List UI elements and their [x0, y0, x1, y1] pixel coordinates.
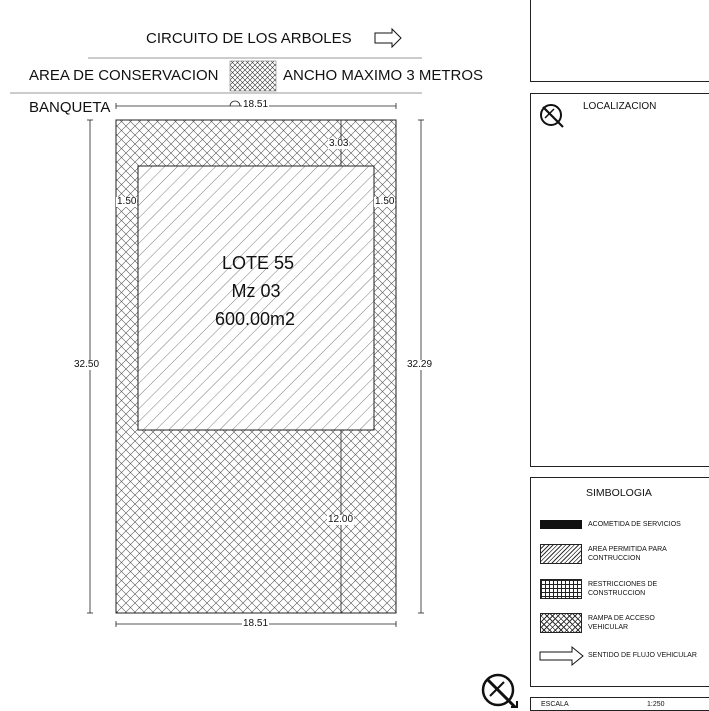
scale-value: 1:250 — [647, 701, 665, 708]
right-depth-label: 32.29 — [407, 359, 433, 370]
legend-item-4-line2: VEHICULAR — [588, 624, 629, 631]
lot-name: LOTE 55 — [221, 253, 295, 273]
rear-setback-label: 12.00 — [328, 514, 354, 525]
left-depth-label: 32.50 — [74, 359, 100, 370]
top-width-label: 18.51 — [243, 99, 269, 110]
north-arrow-icon — [537, 101, 567, 131]
title-block-panel — [530, 0, 709, 82]
ramp-swatch — [540, 613, 582, 633]
north-arrow-icon — [483, 675, 517, 707]
front-setback-label: 3.03 — [329, 138, 349, 149]
right-setback-label: 1.50 — [375, 196, 395, 207]
legend-item-4-line1: RAMPA DE ACCESO — [588, 615, 655, 622]
lot-area: 600.00m2 — [214, 309, 296, 329]
sidewalk-label: BANQUETA — [29, 99, 111, 116]
legend-item-1: ACOMETIDA DE SERVICIOS — [588, 521, 681, 528]
location-title: LOCALIZACION — [583, 101, 657, 112]
street-label: CIRCUITO DE LOS ARBOLES — [146, 30, 352, 47]
conservation-swatch — [230, 61, 276, 91]
max-width-label: ANCHO MAXIMO 3 METROS — [283, 67, 484, 84]
scale-label: ESCALA — [541, 701, 569, 708]
flow-arrow-icon — [539, 645, 585, 667]
left-setback-label: 1.50 — [117, 196, 137, 207]
conservation-label: AREA DE CONSERVACION — [29, 67, 219, 84]
legend-item-3-line1: RESTRICCIONES DE — [588, 581, 658, 588]
buildable-swatch — [540, 544, 582, 564]
legend-item-2-line1: AREA PERMITIDA PARA — [588, 546, 667, 553]
bottom-width-label: 18.51 — [243, 618, 269, 629]
legend-item-2-line2: CONTRUCCION — [588, 555, 641, 562]
restriction-swatch — [540, 579, 582, 599]
flow-arrow-icon — [375, 29, 401, 47]
legend-title: SIMBOLOGIA — [586, 487, 652, 499]
legend-item-5: SENTIDO DE FLUJO VEHICULAR — [588, 652, 697, 659]
service-connection-swatch — [540, 520, 582, 529]
legend-item-3-line2: CONSTRUCCION — [588, 590, 646, 597]
lot-block: Mz 03 — [231, 281, 281, 301]
legend-panel — [530, 477, 709, 687]
location-panel — [530, 93, 709, 467]
